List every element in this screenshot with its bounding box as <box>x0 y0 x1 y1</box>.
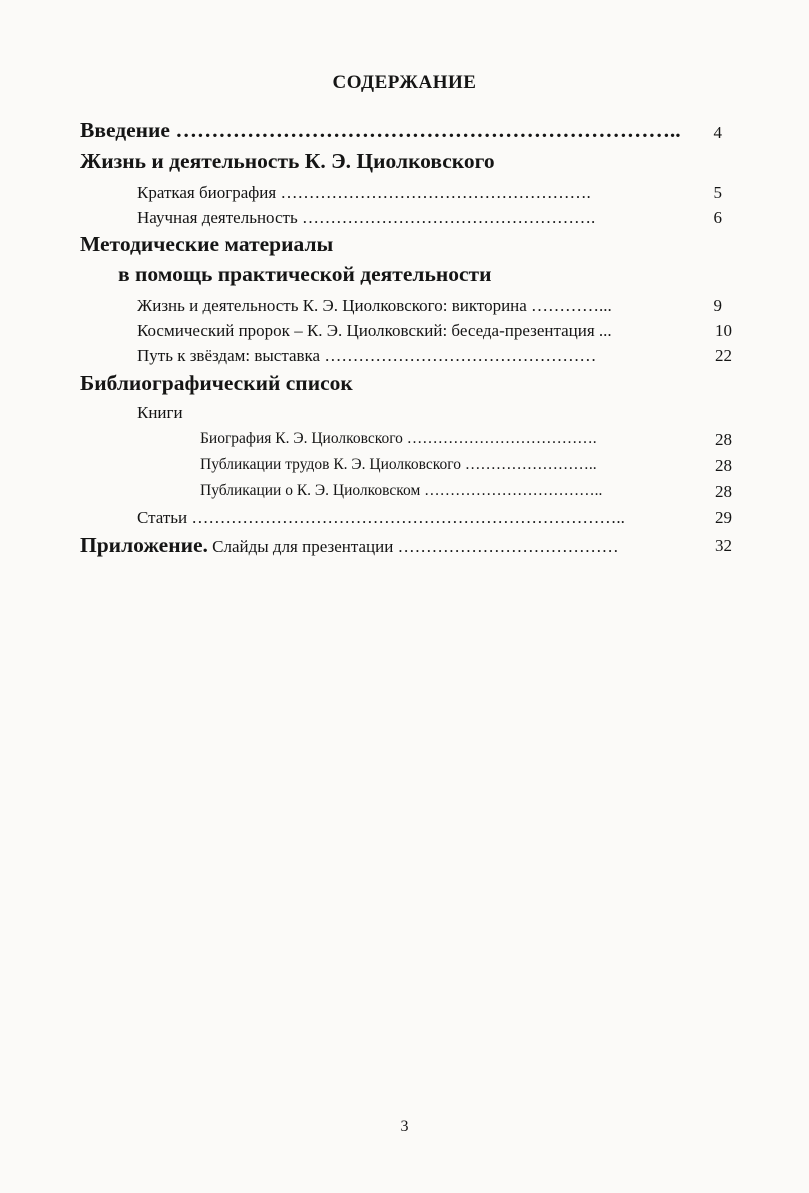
toc-entry-text: Научная деятельность ……………………………………………. <box>137 208 596 227</box>
toc-entry-text: Жизнь и деятельность К. Э. Циолковского <box>80 149 495 173</box>
toc-entry-appendix-text <box>80 533 619 557</box>
page-number: 3 <box>400 1118 409 1135</box>
toc-entry-text: Космический пророк – К. Э. Циолковский: беседа-презентация ... <box>137 321 612 340</box>
toc-entry-page: 22 <box>715 346 732 365</box>
page-title: СОДЕРЖАНИЕ <box>332 72 477 93</box>
toc-entry-page: 9 <box>713 296 722 315</box>
toc-entry-text: Путь к звёздам: выставка ………………………………………… <box>137 346 597 365</box>
toc-entry-page: 28 <box>715 456 732 475</box>
toc-entry-text: Книги <box>137 403 183 422</box>
toc-entry-text: Введение …………………………………………………………….. <box>80 118 681 142</box>
toc-entry-text: в помощь практической деятельности <box>118 262 492 286</box>
toc-entry-text: Библиографический список <box>80 371 353 395</box>
toc-entry-text: Публикации о К. Э. Циолковском …………………………….. <box>200 482 603 499</box>
toc-entry-text: Жизнь и деятельность К. Э. Циолковского: викторина …………... <box>137 296 612 315</box>
toc-entry-appendix-lead: Приложение. <box>80 533 208 557</box>
toc-entry-text: Публикации трудов К. Э. Циолковского …………………….. <box>200 456 597 473</box>
toc-entry-page: 32 <box>715 536 732 555</box>
toc-entry-text: Статьи ………………………………………………………………….. <box>137 508 625 527</box>
toc-entry-page: 4 <box>713 123 722 142</box>
toc-entry-page: 10 <box>715 321 732 340</box>
toc-entry-page: 28 <box>715 430 732 449</box>
toc-entry-page: 5 <box>713 183 722 202</box>
toc-entry-text: Краткая биография ………………………………………………. <box>137 183 591 202</box>
toc-entry-page: 6 <box>713 208 722 227</box>
toc-entry-text: Биография К. Э. Циолковского ………………………………. <box>200 430 597 447</box>
toc-entry-page: 29 <box>715 508 732 527</box>
toc-entry-page: 28 <box>715 482 732 501</box>
toc-entry-text: Методические материалы <box>80 232 334 256</box>
toc-entry-appendix-rest: Слайды для презентации ………………………………… <box>207 537 619 556</box>
toc-entry-text <box>80 533 619 558</box>
